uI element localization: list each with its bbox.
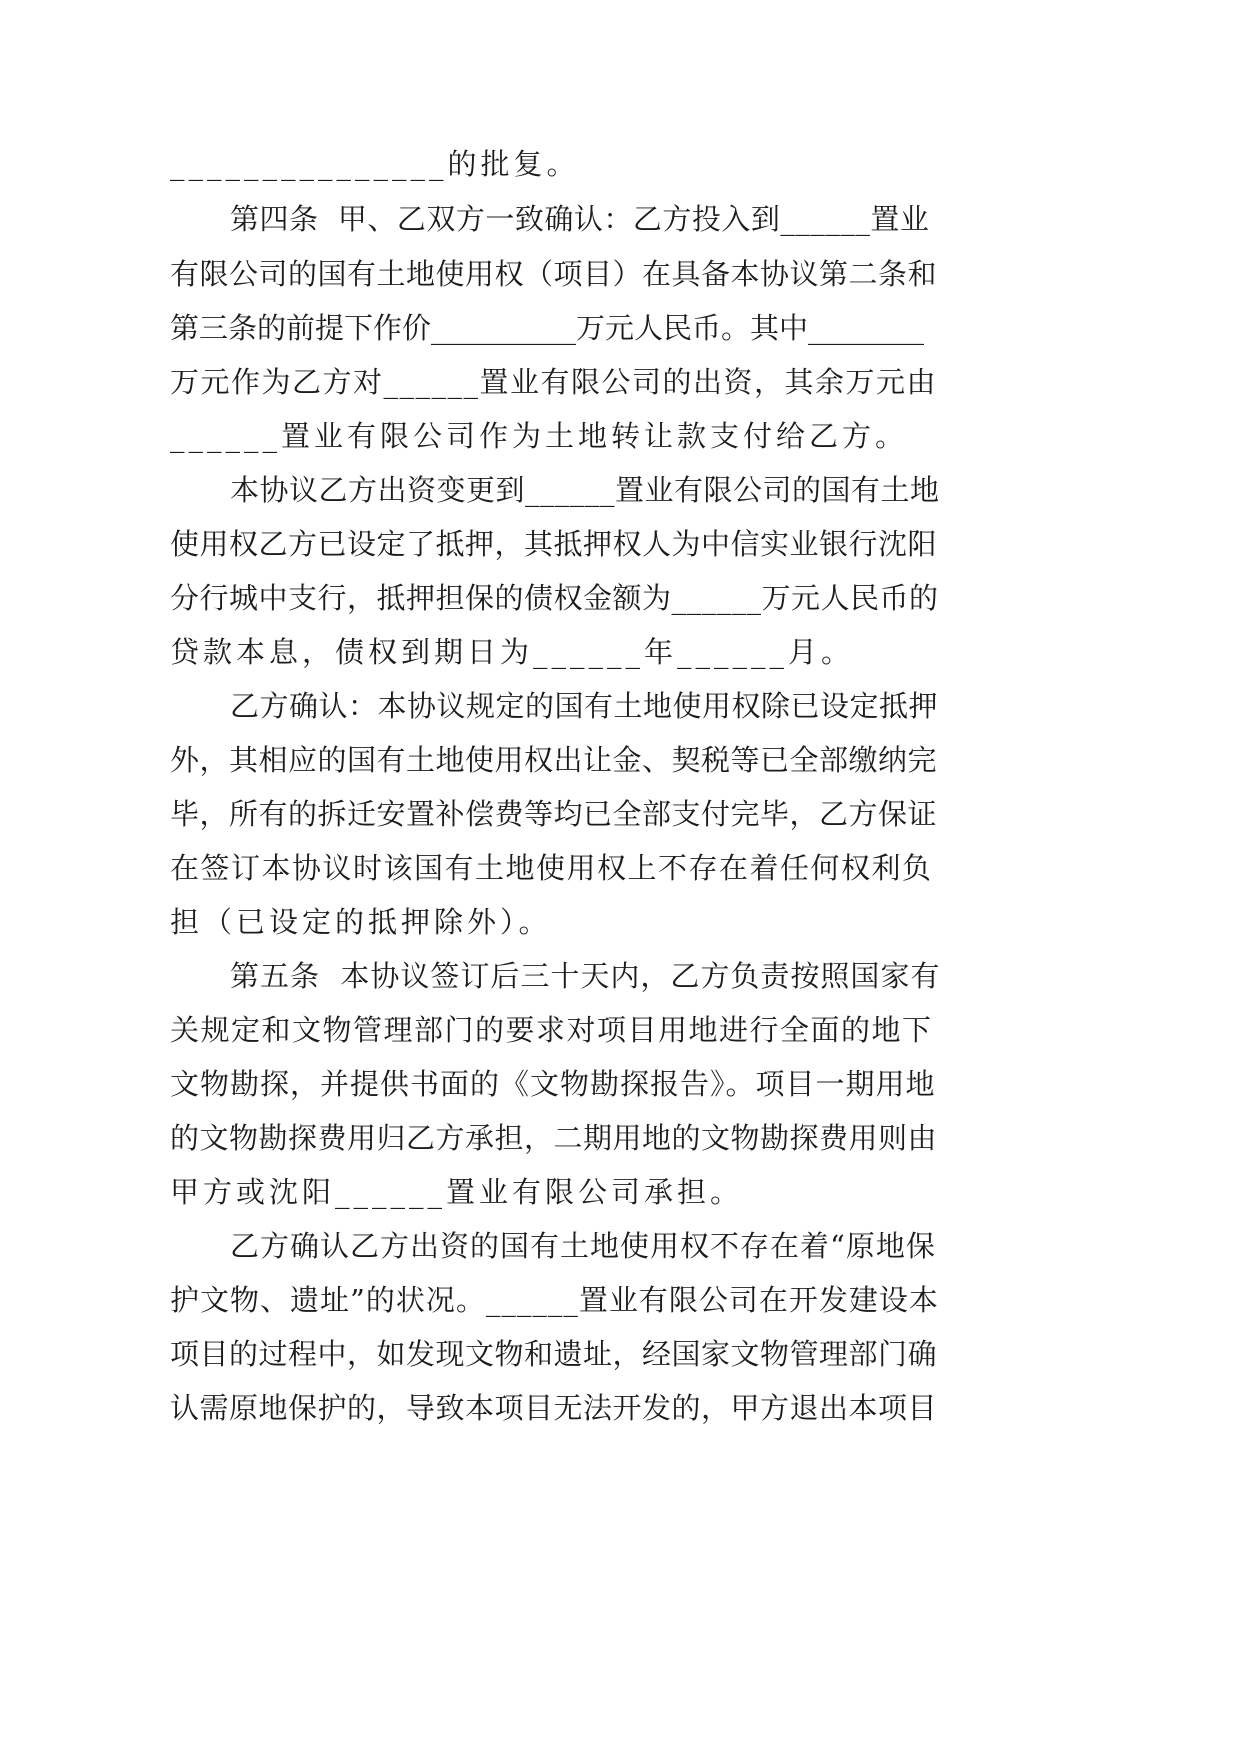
text-line-4: 第三条的前提下作价__________万元人民币。其中________ — [170, 311, 925, 345]
text-line-5: 万元作为乙方对______置业有限公司的出资，其余万元由 — [170, 365, 938, 399]
text-line-15: 担（已设定的抵押除外）。 — [170, 905, 552, 939]
text-line-19: 的文物勘探费用归乙方承担，二期用地的文物勘探费用则由 — [170, 1121, 938, 1155]
text-line-9: 分行城中支行，抵押担保的债权金额为______万元人民币的 — [170, 581, 939, 615]
text-line-20: 甲方或沈阳______置业有限公司承担。 — [170, 1175, 744, 1209]
text-line-16: 第五条 本协议签订后三十天内，乙方负责按照国家有 — [230, 959, 941, 993]
text-line-21: 乙方确认乙方出资的国有土地使用权不存在着“原地保 — [230, 1229, 936, 1263]
text-line-18: 文物勘探，并提供书面的《文物勘探报告》。项目一期用地 — [170, 1067, 936, 1101]
text-line-11: 乙方确认：本协议规定的国有土地使用权除已设定抵押 — [230, 689, 939, 723]
text-line-10: 贷款本息，债权到期日为______年______月。 — [170, 635, 855, 669]
text-line-22: 护文物、遗址”的状况。______置业有限公司在开发建设本 — [170, 1283, 939, 1317]
text-line-6: ______置业有限公司作为土地转让款支付给乙方。 — [170, 419, 909, 453]
text-line-1: _______________的批复。 — [170, 147, 580, 181]
text-line-8: 使用权乙方已设定了抵押，其抵押权人为中信实业银行沈阳 — [170, 527, 938, 561]
text-line-12: 外，其相应的国有土地使用权出让金、契税等已全部缴纳完 — [170, 743, 938, 777]
text-line-3: 有限公司的国有土地使用权（项目）在具备本协议第二条和 — [170, 257, 938, 291]
text-line-2: 第四条 甲、乙双方一致确认：乙方投入到______置业 — [230, 202, 930, 236]
text-line-13: 毕，所有的拆迁安置补偿费等均已全部支付完毕，乙方保证 — [170, 797, 938, 831]
text-line-7: 本协议乙方出资变更到______置业有限公司的国有土地 — [230, 473, 940, 507]
text-line-23: 项目的过程中，如发现文物和遗址，经国家文物管理部门确 — [170, 1337, 938, 1371]
text-line-17: 关规定和文物管理部门的要求对项目用地进行全面的地下 — [170, 1013, 933, 1047]
text-line-14: 在签订本协议时该国有土地使用权上不存在着任何权利负 — [170, 851, 933, 885]
text-line-24: 认需原地保护的，导致本项目无法开发的，甲方退出本项目 — [170, 1391, 938, 1425]
